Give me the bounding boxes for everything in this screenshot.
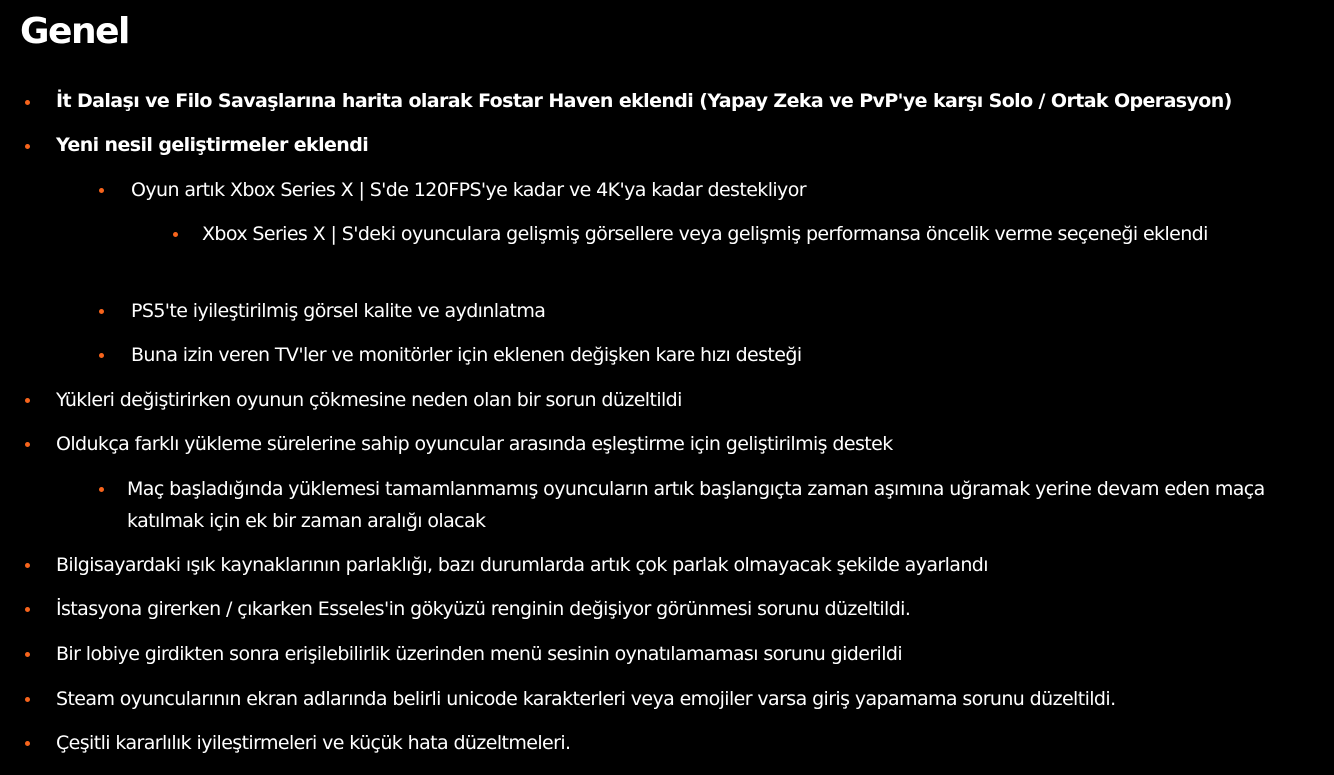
- bullet-icon: [99, 353, 104, 358]
- bullet-icon: [25, 563, 30, 568]
- list-item-text: Oyun artık Xbox Series X | S'de 120FPS'ye kadar ve 4K'ya kadar destekliyor: [131, 179, 806, 201]
- list-item-text: PS5'te iyileştirilmiş görsel kalite ve aydınlatma: [131, 300, 546, 322]
- bullet-icon: [99, 487, 104, 492]
- list-item-text: Yükleri değiştirirken oyunun çökmesine neden olan bir sorun düzeltildi: [56, 389, 682, 411]
- list-item-text: Buna izin veren TV'ler ve monitörler için eklenen değişken kare hızı desteği: [131, 344, 802, 366]
- bullet-icon: [25, 741, 30, 746]
- list-item-text: Oldukça farklı yükleme sürelerine sahip oyuncular arasında eşleştirme için geliştirilmiş destek: [56, 433, 893, 455]
- bullet-icon: [25, 398, 30, 403]
- list-item-text: İstasyona girerken / çıkarken Esseles'in gökyüzü renginin değişiyor görünmesi sorunu düzeltildi.: [56, 598, 911, 620]
- list-item-text: Maç başladığında yüklemesi tamamlanmamış oyuncuların artık başlangıçta zaman aşımına uğramak yerine devam eden maça katılmak için ek bir zaman aralığı olacak: [127, 478, 1265, 532]
- list-item-text: İt Dalaşı ve Filo Savaşlarına harita olarak Fostar Haven eklendi (Yapay Zeka ve PvP'ye karşı Solo / Ortak Operasyon): [56, 90, 1232, 112]
- bullet-icon: [25, 652, 30, 657]
- bullet-icon: [25, 144, 30, 149]
- bullet-icon: [173, 232, 178, 237]
- list-item-text: Steam oyuncularının ekran adlarında belirli unicode karakterleri veya emojiler varsa giriş yapamama sorunu düzeltildi.: [56, 688, 1116, 710]
- bullet-icon: [99, 188, 104, 193]
- list-item-text: Bir lobiye girdikten sonra erişilebilirlik üzerinden menü sesinin oynatılamaması sorunu giderildi: [56, 643, 903, 665]
- bullet-icon: [99, 309, 104, 314]
- list-item-text: Bilgisayardaki ışık kaynaklarının parlaklığı, bazı durumlarda artık çok parlak olmayacak şekilde ayarlandı: [56, 554, 988, 576]
- bullet-icon: [25, 100, 30, 105]
- bullet-icon: [25, 607, 30, 612]
- list-item-text: Xbox Series X | S'deki oyunculara gelişmiş görsellere veya gelişmiş performansa öncelik verme seçeneği eklendi: [202, 223, 1208, 245]
- list-item-text: Yeni nesil geliştirmeler eklendi: [56, 134, 369, 156]
- page-heading: Genel: [20, 11, 129, 52]
- list-item-text: Çeşitli kararlılık iyileştirmeleri ve küçük hata düzeltmeleri.: [56, 732, 571, 754]
- bullet-icon: [25, 442, 30, 447]
- bullet-icon: [25, 697, 30, 702]
